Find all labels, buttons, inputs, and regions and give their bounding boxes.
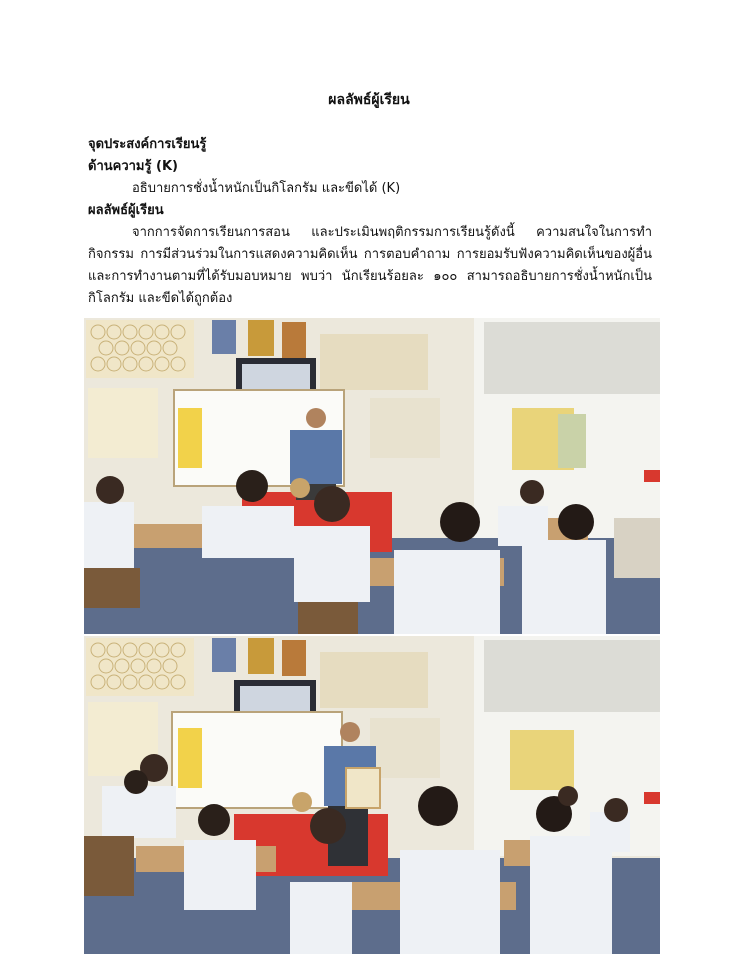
classroom-photo-1: [84, 318, 660, 634]
knowledge-heading: ด้านความรู้ (K): [88, 159, 178, 174]
page-title: ผลลัพธ์ผู้เรียน: [328, 92, 410, 108]
objective-heading: จุดประสงค์การเรียนรู้: [88, 137, 207, 152]
result-paragraph: จากการจัดการเรียนการสอน และประเมินพฤติกรรมการเรียนรู้ดังนี้ ความสนใจในการทำกิจกรรม การมีส่วนร่วมในการแสดงความคิดเห็น การตอบคำถาม การยอมรับฟังความคิดเห็นของผู้อื่น และการทำงานตามที่ได้รับมอบหมาย พบว่า นักเรียนร้อยละ ๑๐๐ สามารถอธิบายการชั่งน้ำหนักเป็นกิโลกรัม และขีดได้ถูกต้อง: [88, 225, 652, 306]
knowledge-item: อธิบายการชั่งน้ำหนักเป็นกิโลกรัม และขีดได้ (K): [132, 181, 401, 196]
document-body: [88, 134, 652, 310]
result-heading: ผลลัพธ์ผู้เรียน: [88, 203, 164, 218]
classroom-photo-2: [84, 636, 660, 954]
